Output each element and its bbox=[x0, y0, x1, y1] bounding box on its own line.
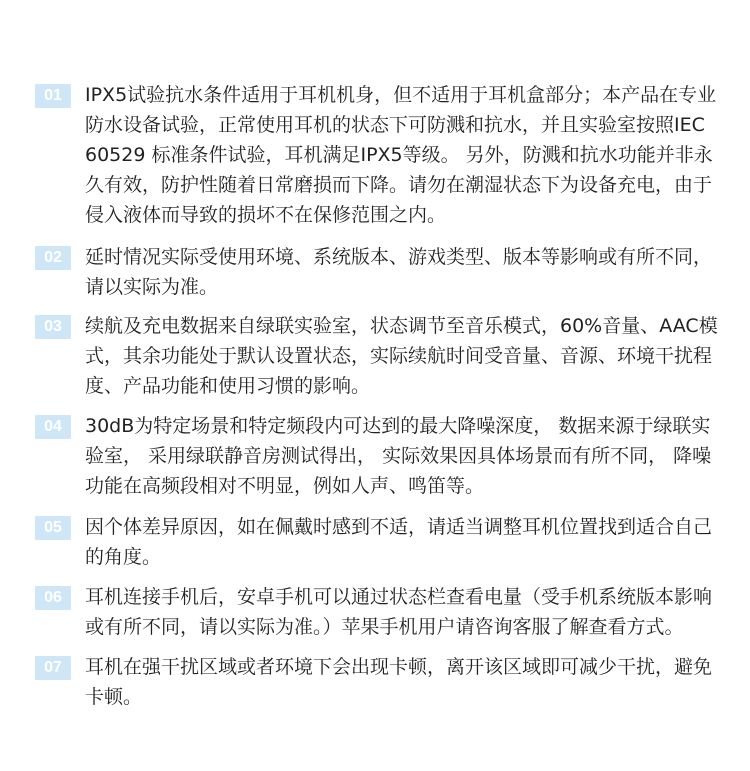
note-text: 续航及充电数据来自绿联实验室，状态调节至音乐模式，60%音量、AAC模式，其余功能处于默认设置状态，实际续航时间受音量、音源、环境干扰程度、产品功能和使用习惯的影响。 bbox=[85, 315, 718, 397]
note-text: 因个体差异原因，如在佩戴时感到不适，请适当调整耳机位置找到适合自己的角度。 bbox=[85, 516, 713, 568]
note-item-02 bbox=[35, 242, 725, 302]
note-text: IPX5试验抗水条件适用于耳机机身，但不适用于耳机盒部分；本产品在专业防水设备试验，正常使用耳机的状态下可防溅和抗水，并且实验室按照IEC 60529 标准条件试验，耳机满足IPX5等级。 另外，防溅和抗水功能并非永久有效，防护性随着日常磨损而下降。请勿在潮湿状态下为设备充电，由于侵入液体而导致的损坏不在保修范围之内。 bbox=[85, 84, 717, 226]
note-number-badge: 04 bbox=[35, 415, 71, 439]
note-item-03 bbox=[35, 311, 725, 401]
note-item-05 bbox=[35, 512, 725, 572]
note-number-badge: 07 bbox=[35, 656, 71, 680]
note-text: 耳机在强干扰区域或者环境下会出现卡顿，离开该区域即可减少干扰，避免卡顿。 bbox=[85, 656, 713, 708]
note-text: 30dB为特定场景和特定频段内可达到的最大降噪深度， 数据来源于绿联实验室， 采用绿联静音房测试得出， 实际效果因具体场景而有所不同， 降噪功能在高频段相对不明显，例如人声、鸣笛等。 bbox=[85, 415, 712, 497]
note-number-badge: 03 bbox=[35, 315, 71, 339]
disclaimer-notes-list bbox=[35, 80, 725, 712]
note-item-07 bbox=[35, 652, 725, 712]
note-text: 延时情况实际受使用环境、系统版本、游戏类型、版本等影响或有所不同，请以实际为准。 bbox=[85, 246, 713, 298]
note-number-badge: 06 bbox=[35, 586, 71, 610]
note-item-01 bbox=[35, 80, 725, 230]
note-number-badge: 01 bbox=[35, 84, 71, 108]
note-number-badge: 02 bbox=[35, 246, 71, 270]
note-text: 耳机连接手机后，安卓手机可以通过状态栏查看电量（受手机系统版本影响或有所不同，请以实际为准。）苹果手机用户请咨询客服了解查看方式。 bbox=[85, 586, 713, 638]
note-item-06 bbox=[35, 582, 725, 642]
note-item-04 bbox=[35, 411, 725, 501]
note-number-badge: 05 bbox=[35, 516, 71, 540]
